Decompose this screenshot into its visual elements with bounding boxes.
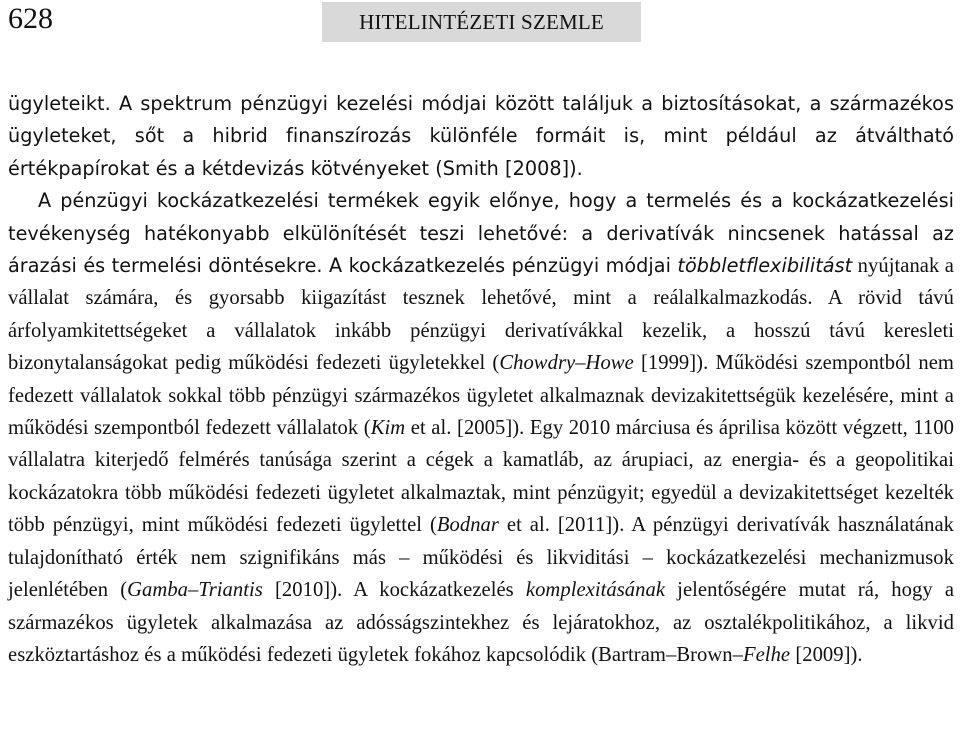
paragraph-2-sentence-1: A pénzügyi kockázatkezelési termékek egyik előnye, hogy a termelés és a kockázatkezelési tevékenység hatékonyabb elkülönítését teszi lehetővé: a derivatívák nincsenek hatással az árazási és termelési döntésekre. [8, 189, 954, 278]
citation-chowdry-howe: Chowdry–Howe [499, 352, 634, 375]
emphasis-tobbletflexibilitast: többletflexibilitást [677, 254, 853, 278]
citation-kim-rest: et al. [2005]). Egy 2010 márciusa és áprilisa között végzett, 1100 vállalatra kiterjedő felmérés tanúsága szerint a cégek a kamatláb, az árupiaci, az energia- és a geopolitikai kockázatokra több működési fedezeti ügyletet alkalmaztak, mint pénzügyit; egyedül a devizakitettséget kezelték több pénzügyi, mint működési fedezeti ügylettel ( [8, 417, 955, 537]
citation-kim: Kim [370, 417, 406, 440]
citation-bodnar-rest: et al. [2011]). A pénzügyi derivatívák használatának tulajdonítható érték nem szignifikáns más – működési és likviditási – kockázatkezelési mechanizmusok jelenlétében ( [8, 514, 954, 602]
citation-gamba-triantis-rest: [2010]). A kockázatkezelés [262, 579, 526, 602]
paragraph-2-sentence-2a: A kockázatkezelés pénzügyi módjai [322, 254, 678, 278]
running-head-journal-title: HITELINTÉZETI SZEMLE [322, 2, 641, 42]
paragraph-1 [8, 88, 954, 185]
page-number: 628 [8, 2, 53, 35]
paragraph-1-text: ügyleteikt. A spektrum pénzügyi kezelési módjai között találjuk a biztosításokat, a származékos ügyleteket, sőt a hibrid finanszírozás különféle formáit is, mint például az átváltható értékpapírokat és a kétdevizás kötvényeket (Smith [2008]). [8, 92, 954, 180]
citation-gamba-triantis: Gamba–Triantis [127, 579, 263, 602]
paragraph-2-sentence-2b: nyújtanak a vállalat számára, és gyorsabb kiigazítást tesznek lehetővé, mint a reálalkalmazkodás. A rövid távú árfolyamkitettségeket a vállalatok inkább pénzügyi derivatívákkal kezelik, a hosszú távú keresleti bizonytalanságokat pedig működési fedezeti ügyletekkel ( [8, 255, 954, 375]
emphasis-komplexitasanak: komplexitásának [525, 579, 666, 602]
paragraph-2-sentence-3: Működési szempontból nem fedezett vállalatok sokkal több pénzügyi származékos ügyletet alkalmaznak devizakitettségük kezelésére, mint a működési szempontból fedezett vállalatok ( [8, 352, 954, 440]
paragraph-2 [8, 185, 954, 671]
page-header [0, 0, 960, 50]
paragraph-2-sentence-4: jelentőségére mutat rá, hogy a származékos ügyletek alkalmazása az adósságszintekhez és lejáratokhoz, az osztalékpolitikához, a likvid eszköztartáshoz és a működési fedezeti ügyletek fokához kapcsolódik (Bartram–Brown– [8, 579, 955, 666]
citation-bodnar: Bodnar [436, 514, 499, 537]
citation-chowdry-howe-year: [1999]). [633, 352, 716, 375]
article-body [8, 88, 954, 671]
citation-felhe: Felhe [742, 643, 791, 666]
citation-felhe-rest: [2009]). [790, 643, 863, 666]
